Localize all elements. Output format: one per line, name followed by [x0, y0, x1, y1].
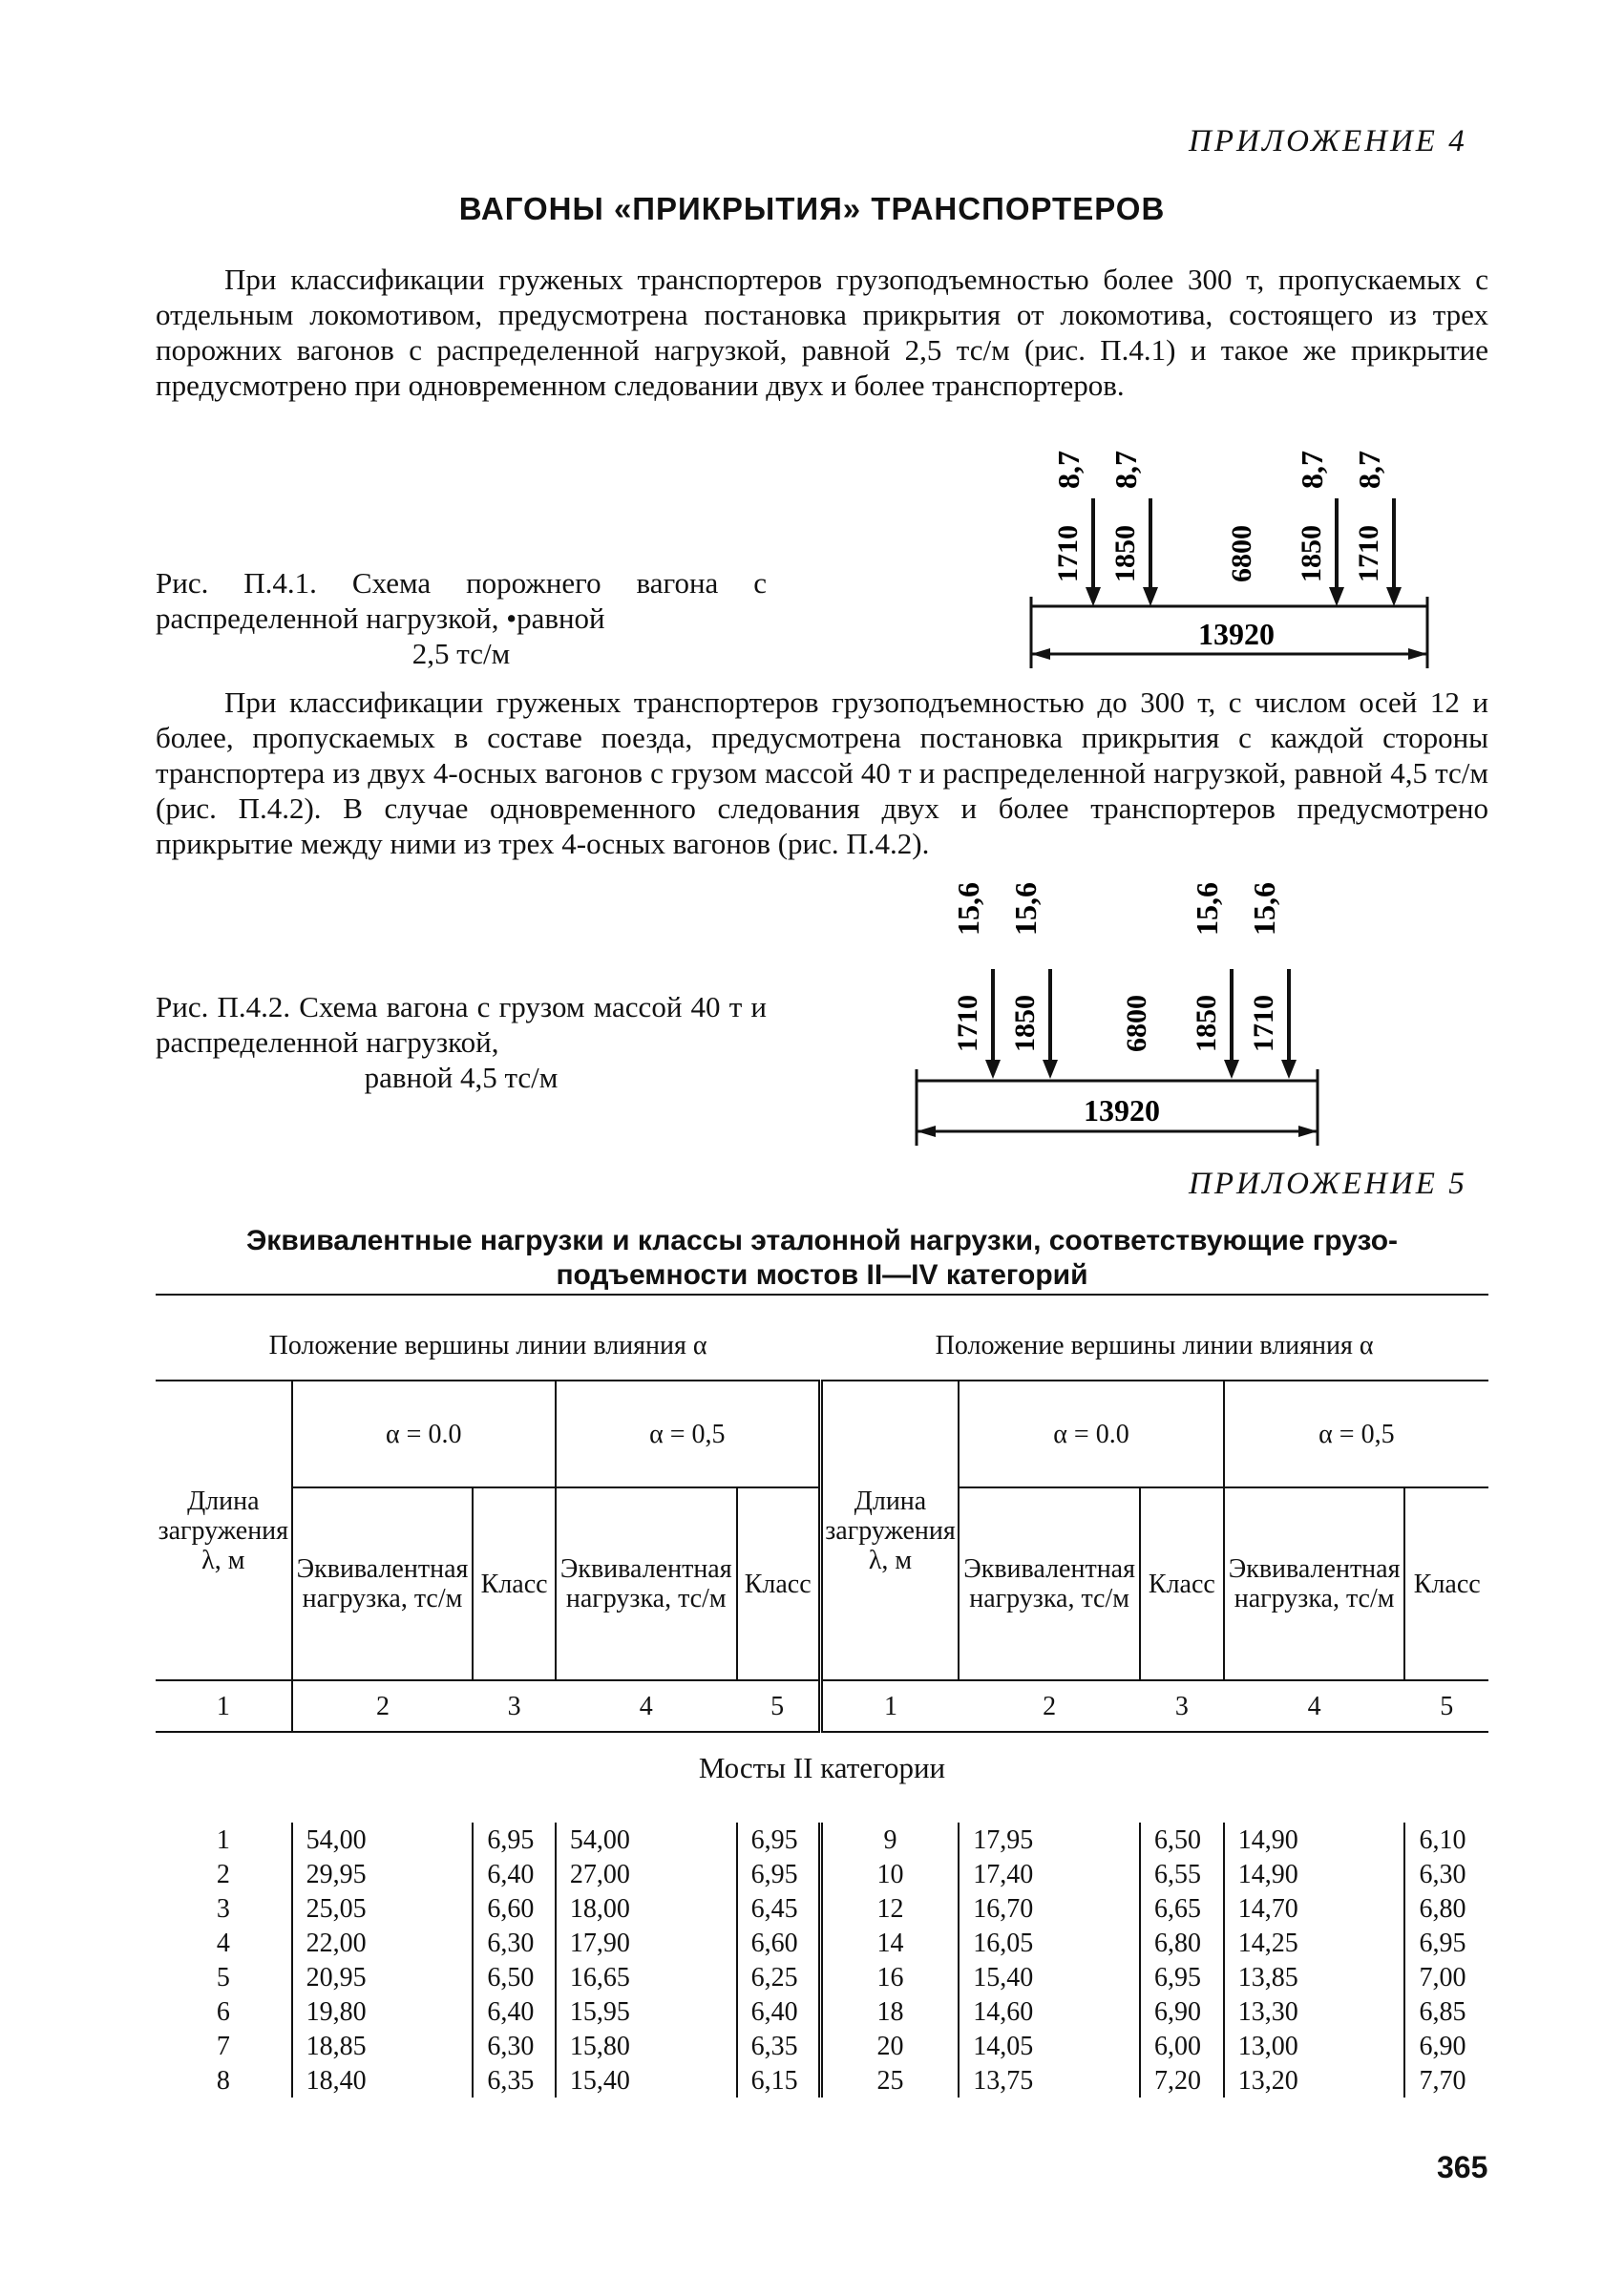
table-cell: 6,95 — [1140, 1960, 1224, 1994]
position-header-right: Положение вершины линии влияния α — [935, 1330, 1374, 1360]
table-row — [156, 2063, 1488, 2098]
fig1-load-4: 8,7 — [1352, 451, 1386, 489]
table-cell: 6,35 — [473, 2063, 556, 2098]
table-row — [156, 1926, 1488, 1960]
table-cell: 22,00 — [292, 1926, 474, 1960]
table-cell: 6,30 — [1404, 1857, 1488, 1891]
table-cell: 54,00 — [292, 1823, 474, 1857]
load-header-1: Эквивалентная нагрузка, тс/м — [292, 1487, 474, 1680]
table-cell: 6,90 — [1404, 2029, 1488, 2063]
table-cell: 6,95 — [1404, 1926, 1488, 1960]
table-cell: 7,20 — [1140, 2063, 1224, 2098]
table-cell: 7,70 — [1404, 2063, 1488, 2098]
table-cell: 6,80 — [1140, 1926, 1224, 1960]
table-cell: 15,80 — [556, 2029, 737, 2063]
table-cell: 6,60 — [473, 1891, 556, 1926]
table-cell: 7 — [216, 2031, 230, 2061]
table-cell: 6,10 — [1404, 1823, 1488, 1857]
table-cell: 17,90 — [556, 1926, 737, 1960]
table-cell: 13,85 — [1224, 1960, 1405, 1994]
table-row — [156, 1960, 1488, 1994]
table-cell: 6,40 — [473, 1857, 556, 1891]
fig1-dim-5: 1710 — [1353, 525, 1384, 582]
alpha05-header-right: α = 0,5 — [1224, 1381, 1488, 1487]
fig2-dim-3: 6800 — [1121, 995, 1152, 1052]
table-cell: 6,00 — [1140, 2029, 1224, 2063]
table-cell: 17,95 — [959, 1823, 1140, 1857]
table-cell: 6,90 — [1140, 1994, 1224, 2029]
col-number-8: 3 — [1140, 1680, 1224, 1732]
fig1-total: 13920 — [1198, 617, 1275, 651]
fig2-load-1: 15,6 — [951, 882, 985, 936]
table-cell: 6,15 — [737, 2063, 821, 2098]
table-cell: 13,20 — [1224, 2063, 1405, 2098]
col-number-5: 5 — [737, 1680, 821, 1732]
figure1-caption-tail: 2,5 тс/м — [411, 637, 511, 670]
col-number-9: 4 — [1224, 1680, 1405, 1732]
equivalent-loads-table — [156, 1294, 1488, 2098]
table-cell: 4 — [216, 1928, 230, 1958]
fig1-load-2: 8,7 — [1108, 451, 1143, 489]
col-number-4: 4 — [556, 1680, 737, 1732]
length-header-right: Длина загружения λ, м — [820, 1381, 959, 1680]
figure1-caption-text: Рис. П.4.1. Схема порожнего вагона с распределенной нагрузкой, •равной — [156, 566, 767, 635]
table-cell: 6,35 — [737, 2029, 821, 2063]
figure2-caption-text: Рис. П.4.2. Схема вагона с грузом массой 40 т и распределенной нагрузкой, — [156, 990, 767, 1059]
table-cell: 29,95 — [292, 1857, 474, 1891]
table-cell: 3 — [216, 1893, 230, 1924]
appendix4-paragraph-1: При классификации груженых транспортеров грузоподъемностью более 300 т, пропускаемых с отдельным локомотивом, предусмотрена постановка прикрытия от локомотива, состоящего из трех порожних вагонов с распределенной нагрузкой, равной 2,5 тс/м (рис. П.4.1) и такое же прикрытие предусмотрено при одновременном следовании двух и более транспортеров. — [156, 263, 1488, 402]
load-header-4: Эквивалентная нагрузка, тс/м — [1224, 1487, 1405, 1680]
col-number-6: 1 — [820, 1680, 959, 1732]
fig2-dim-2: 1850 — [1009, 995, 1041, 1052]
appendix4-label: ПРИЛОЖЕНИЕ 4 — [1189, 124, 1467, 158]
load-header-3: Эквивалентная нагрузка, тс/м — [959, 1487, 1140, 1680]
table-cell: 27,00 — [556, 1857, 737, 1891]
table-cell: 6,30 — [473, 1926, 556, 1960]
fig2-total: 13920 — [1084, 1093, 1160, 1128]
table-cell: 12 — [820, 1891, 959, 1926]
table-cell: 14 — [820, 1926, 959, 1960]
table-top-rule — [156, 1295, 1488, 1311]
alpha0-header-left: α = 0.0 — [292, 1381, 556, 1487]
fig1-dim-1: 1710 — [1052, 525, 1084, 582]
table-cell: 16,65 — [556, 1960, 737, 1994]
figure1-caption — [156, 565, 767, 671]
table-body — [156, 1823, 1488, 2098]
table-cell: 25 — [820, 2063, 959, 2098]
fig2-load-4: 15,6 — [1247, 882, 1281, 936]
figure2-caption — [156, 989, 767, 1095]
table-cell: 6,40 — [737, 1994, 821, 2029]
col-number-10: 5 — [1404, 1680, 1488, 1732]
table-cell: 6,65 — [1140, 1891, 1224, 1926]
page-number: 365 — [1437, 2150, 1488, 2184]
table-cell: 6,25 — [737, 1960, 821, 1994]
table-cell: 16,70 — [959, 1891, 1140, 1926]
table-cell: 20 — [820, 2029, 959, 2063]
table-cell: 1 — [216, 1824, 230, 1855]
load-header-2: Эквивалентная нагрузка, тс/м — [556, 1487, 737, 1680]
appendix4-paragraph-2: При классификации груженых транспортеров грузоподъемностью до 300 т, с числом осей 12 и более, пропускаемых в составе поезда, предусмотрена постановка прикрытия с каждой стороны транспортера из двух 4-осных вагонов с грузом массой 40 т и распределенной нагрузкой, равной 4,5 тс/м (рис. П.4.2). В случае одновременного следования двух и более транспортеров предусмотрено прикрытие между ними из трех 4-осных вагонов (рис. П.4.2). — [156, 685, 1488, 860]
table-cell: 6,30 — [473, 2029, 556, 2063]
table-cell: 15,40 — [959, 1960, 1140, 1994]
table-cell: 13,00 — [1224, 2029, 1405, 2063]
col-number-3: 3 — [473, 1680, 556, 1732]
table-cell: 10 — [820, 1857, 959, 1891]
class-header-4: Класс — [1404, 1487, 1488, 1680]
fig2-load-3: 15,6 — [1190, 882, 1224, 936]
fig2-load-2: 15,6 — [1008, 882, 1043, 936]
table-cell: 14,25 — [1224, 1926, 1405, 1960]
table-row — [156, 1891, 1488, 1926]
appendix5-title-line1: Эквивалентные нагрузки и классы эталонной нагрузки, соответствующие грузо- — [245, 1225, 1399, 1256]
table-cell: 18,40 — [292, 2063, 474, 2098]
table-cell: 25,05 — [292, 1891, 474, 1926]
table-cell: 7,00 — [1404, 1960, 1488, 1994]
table-cell: 6,85 — [1404, 1994, 1488, 2029]
table-cell: 14,90 — [1224, 1823, 1405, 1857]
table-cell: 15,95 — [556, 1994, 737, 2029]
section-title: Мосты II категории — [698, 1750, 946, 1784]
appendix4-title: ВАГОНЫ «ПРИКРЫТИЯ» ТРАНСПОРТЕРОВ — [458, 191, 1166, 226]
table-cell: 13,30 — [1224, 1994, 1405, 2029]
figure2-wagon-diagram — [902, 859, 1341, 1155]
table-cell: 15,40 — [556, 2063, 737, 2098]
table-cell: 6,45 — [737, 1891, 821, 1926]
table-row — [156, 1823, 1488, 1857]
table-cell: 6,50 — [1140, 1823, 1224, 1857]
table-cell: 17,40 — [959, 1857, 1140, 1891]
table-cell: 14,70 — [1224, 1891, 1405, 1926]
table-cell: 18 — [820, 1994, 959, 2029]
table-row — [156, 2029, 1488, 2063]
table-cell: 6,95 — [737, 1857, 821, 1891]
table-cell: 18,00 — [556, 1891, 737, 1926]
table-cell: 14,60 — [959, 1994, 1140, 2029]
appendix5-title — [156, 1224, 1488, 1293]
table-row — [156, 1994, 1488, 2029]
table-cell: 6,55 — [1140, 1857, 1224, 1891]
alpha0-header-right: α = 0.0 — [959, 1381, 1223, 1487]
table-cell: 54,00 — [556, 1823, 737, 1857]
table-cell: 14,05 — [959, 2029, 1140, 2063]
fig1-dim-3: 6800 — [1226, 525, 1257, 582]
table-cell: 6,95 — [737, 1823, 821, 1857]
fig1-dim-4: 1850 — [1296, 525, 1327, 582]
alpha05-header-left: α = 0,5 — [556, 1381, 820, 1487]
fig1-load-3: 8,7 — [1295, 451, 1329, 489]
table-cell: 16 — [820, 1960, 959, 1994]
fig1-dim-2: 1850 — [1109, 525, 1141, 582]
figure1-wagon-diagram — [1012, 411, 1451, 678]
col-number-2: 2 — [292, 1680, 474, 1732]
class-header-2: Класс — [737, 1487, 821, 1680]
table-row — [156, 1857, 1488, 1891]
table-cell: 18,85 — [292, 2029, 474, 2063]
table-cell: 14,90 — [1224, 1857, 1405, 1891]
fig2-dim-1: 1710 — [952, 995, 983, 1052]
table-cell: 9 — [820, 1823, 959, 1857]
col-number-1: 1 — [156, 1680, 292, 1732]
table-cell: 6,95 — [473, 1823, 556, 1857]
class-header-3: Класс — [1140, 1487, 1224, 1680]
col-number-7: 2 — [959, 1680, 1140, 1732]
appendix5-title-line2: подъемности мостов II—IV категорий — [556, 1259, 1088, 1291]
table-cell: 6,50 — [473, 1960, 556, 1994]
table-cell: 5 — [216, 1962, 230, 1992]
table-cell: 6,40 — [473, 1994, 556, 2029]
class-header-1: Класс — [473, 1487, 556, 1680]
figure2-caption-tail: равной 4,5 тс/м — [364, 1061, 559, 1094]
fig2-dim-4: 1850 — [1191, 995, 1222, 1052]
table-cell: 20,95 — [292, 1960, 474, 1994]
table-cell: 6,60 — [737, 1926, 821, 1960]
length-header-left: Длина загружения λ, м — [156, 1381, 292, 1680]
table-cell: 6,80 — [1404, 1891, 1488, 1926]
fig2-dim-5: 1710 — [1248, 995, 1279, 1052]
position-header-left: Положение вершины линии влияния α — [268, 1330, 707, 1360]
table-cell: 16,05 — [959, 1926, 1140, 1960]
table-cell: 13,75 — [959, 2063, 1140, 2098]
table-cell: 2 — [216, 1859, 230, 1889]
table-cell: 6 — [216, 1996, 230, 2027]
table-cell: 19,80 — [292, 1994, 474, 2029]
fig1-load-1: 8,7 — [1051, 451, 1086, 489]
table-cell: 8 — [216, 2065, 230, 2096]
appendix5-label: ПРИЛОЖЕНИЕ 5 — [1189, 1167, 1467, 1201]
